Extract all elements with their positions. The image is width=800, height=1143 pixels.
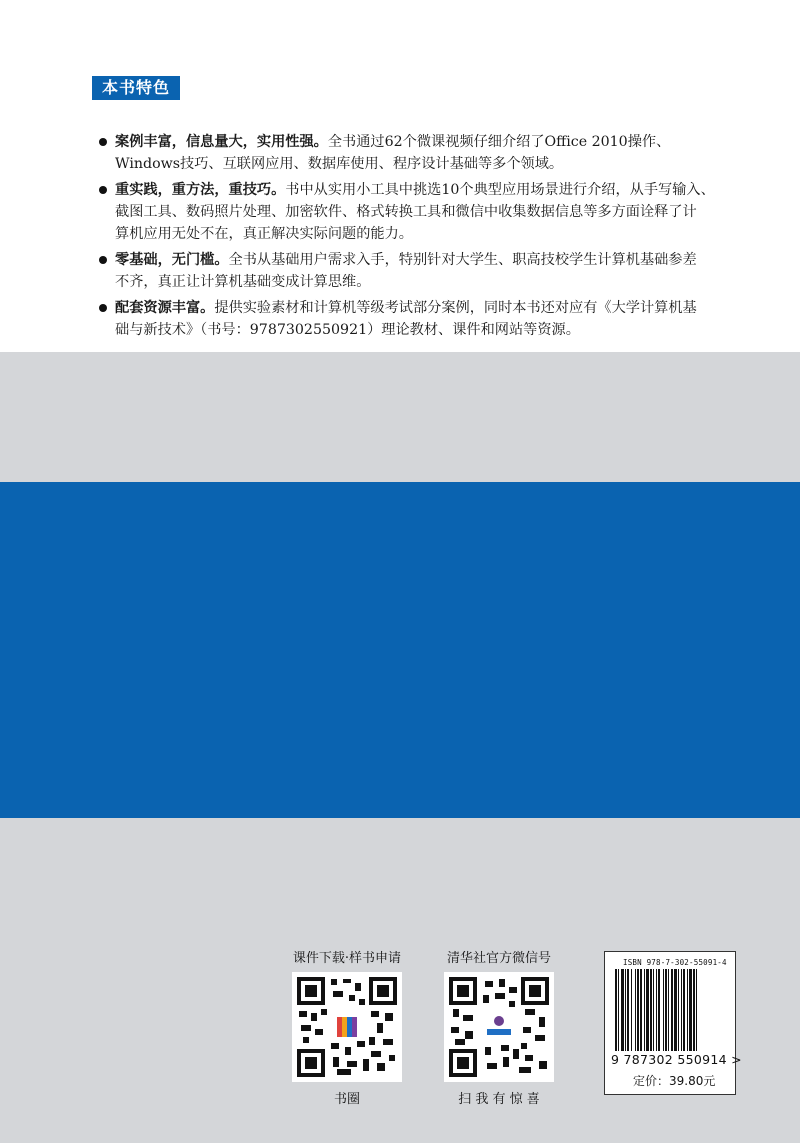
qr-block-courseware	[291, 947, 403, 1107]
qr-bottom-label: 书圈	[333, 1092, 360, 1107]
feature-text: 算机应用无处不在，真正解决实际问题的能力。	[115, 226, 413, 242]
qr-code-icon[interactable]	[292, 972, 402, 1082]
bullet-icon	[99, 256, 107, 264]
feature-title: 案例丰富，信息量大，实用性强。	[115, 134, 328, 150]
qr-code-icon[interactable]	[444, 972, 554, 1082]
qr-top-label: 清华社官方微信号	[446, 951, 551, 966]
bullet-icon	[99, 304, 107, 312]
qr-code-graphic	[449, 977, 549, 1077]
feature-text: 础与新技术》（书号：9787302550921）理论教材、课件和网站等资源。	[115, 322, 580, 338]
section-title-tag: 本书特色	[92, 76, 180, 100]
feature-text: 不齐，真正让计算机基础变成计算思维。	[115, 274, 371, 290]
feature-title: 零基础，无门槛。	[115, 252, 229, 268]
feature-text: 截图工具、数码照片处理、加密软件、格式转换工具和微信中收集数据信息等多方面诠释了计	[115, 204, 697, 220]
feature-item	[98, 249, 738, 293]
feature-text: 提供实验素材和计算机等级考试部分案例，同时本书还对应有《大学计算机基	[214, 300, 697, 316]
qr-bottom-label: 扫 我 有 惊 喜	[458, 1092, 540, 1107]
bullet-icon	[99, 138, 107, 146]
bullet-icon	[99, 186, 107, 194]
feature-text: Windows技巧、互联网应用、数据库使用、程序设计基础等多个领域。	[115, 156, 564, 172]
ean-digits: 9 787302 550914 >	[611, 1052, 742, 1067]
price-label: 定价：39.80元	[633, 1074, 716, 1088]
barcode-icon	[615, 969, 725, 1051]
feature-text: 全书从基础用户需求入手，特别针对大学生、职高技校学生计算机基础参差	[228, 252, 697, 268]
feature-title: 重实践，重方法，重技巧。	[115, 182, 286, 198]
feature-item	[98, 131, 738, 175]
feature-list	[98, 131, 738, 345]
qr-top-label: 课件下载·样书申请	[292, 951, 402, 966]
feature-title: 配套资源丰富。	[115, 300, 215, 316]
feature-text: 全书通过62个微课视频仔细介绍了Office 2010操作、	[327, 134, 671, 150]
blue-band	[0, 482, 800, 818]
isbn-number: ISBN 978-7-302-55091-4	[623, 958, 727, 967]
feature-item	[98, 179, 738, 245]
qr-block-wechat	[443, 947, 555, 1107]
gray-band	[0, 352, 800, 482]
isbn-barcode	[604, 951, 742, 1095]
feature-text: 书中从实用小工具中挑选10个典型应用场景进行介绍，从手写输入、	[285, 182, 715, 198]
qr-code-graphic	[297, 977, 397, 1077]
feature-item	[98, 297, 738, 341]
